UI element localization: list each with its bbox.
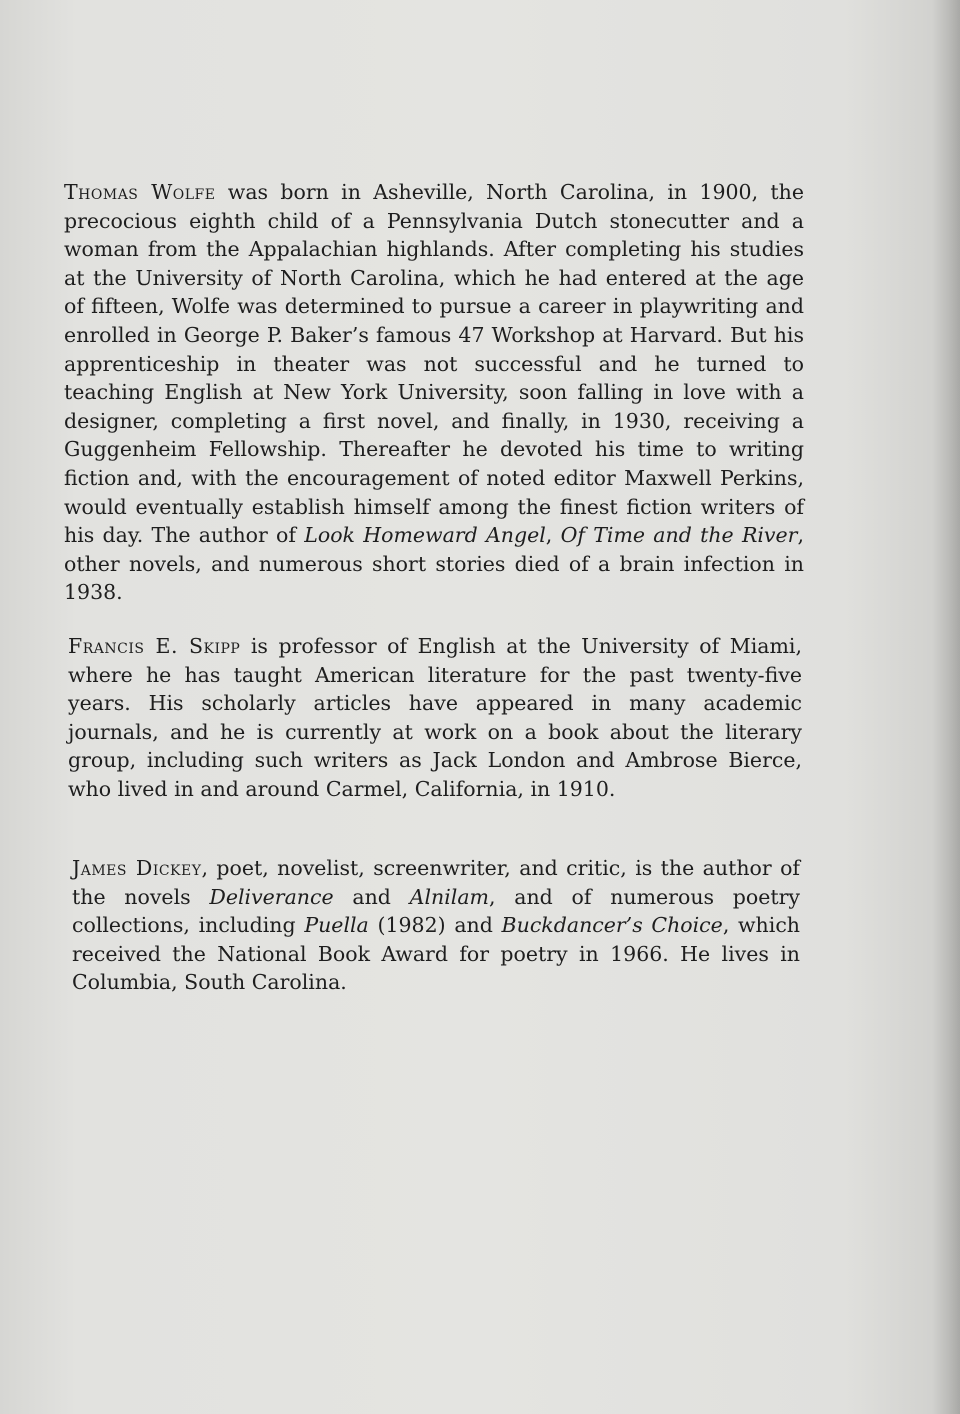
bio-thomas-wolfe (64, 178, 804, 607)
bio-text: , which received the National Book Award for poetry in 1966. He lives in Columbia, South Carolina. (72, 913, 801, 995)
bio-text: and (333, 884, 410, 909)
book-title: Alnilam (409, 884, 489, 909)
author-name: James Dickey (72, 856, 202, 880)
bio-text: , poet, novelist, screenwriter, and critic, is the author of the novels (72, 856, 800, 909)
bio-text: (1982) and (368, 913, 502, 938)
book-title: Look Homeward Angel (304, 523, 546, 548)
bio-james-dickey (72, 854, 800, 997)
book-title: Puella (304, 913, 369, 938)
book-title: Buckdancer’s Choice (501, 913, 723, 938)
author-name: Francis E. Skipp (68, 634, 241, 658)
bio-text: , and of numerous poetry collections, including (72, 884, 800, 938)
bio-text: was born in Asheville, North Carolina, in 1900, the precocious eighth child of a Pennsylvania Dutch stonecutter and a woman from the Appalachian highlands. After completing his studies at the University of North Carolina, which he had entered at the age of fifteen, Wolfe was determined to pursue a career in playwriting and enrolled in George P. Baker’s famous 47 Workshop at Harvard. But his apprenticeship in theater was not successful and he turned to teaching English at New York University, soon falling in love with a designer, completing a first novel, and finally, in 1930, receiving a Guggenheim Fellowship. Thereafter he devoted his time to writing fiction and, with the encouragement of noted editor Maxwell Perkins, would eventually establish himself among the finest fiction writers of his day. The author of (64, 180, 804, 548)
bio-text: is professor of English at the University of Miami, where he has taught American literature for the past twenty-five years. His scholarly articles have appeared in many academic journals, and he is currently at work on a book about the literary group, including such writers as Jack London and Ambrose Bierce, who lived in and around Carmel, California, in 1910. (68, 634, 802, 801)
bio-francis-skipp (68, 632, 802, 804)
book-title: Deliverance (209, 884, 334, 909)
book-title: Of Time and the River (560, 523, 798, 548)
bio-text: , (545, 523, 561, 548)
author-name: Thomas Wolfe (64, 180, 216, 204)
page-edge-shadow (932, 0, 960, 1414)
bio-text: , other novels, and numerous short stories died of a brain infection in 1938. (64, 523, 804, 605)
